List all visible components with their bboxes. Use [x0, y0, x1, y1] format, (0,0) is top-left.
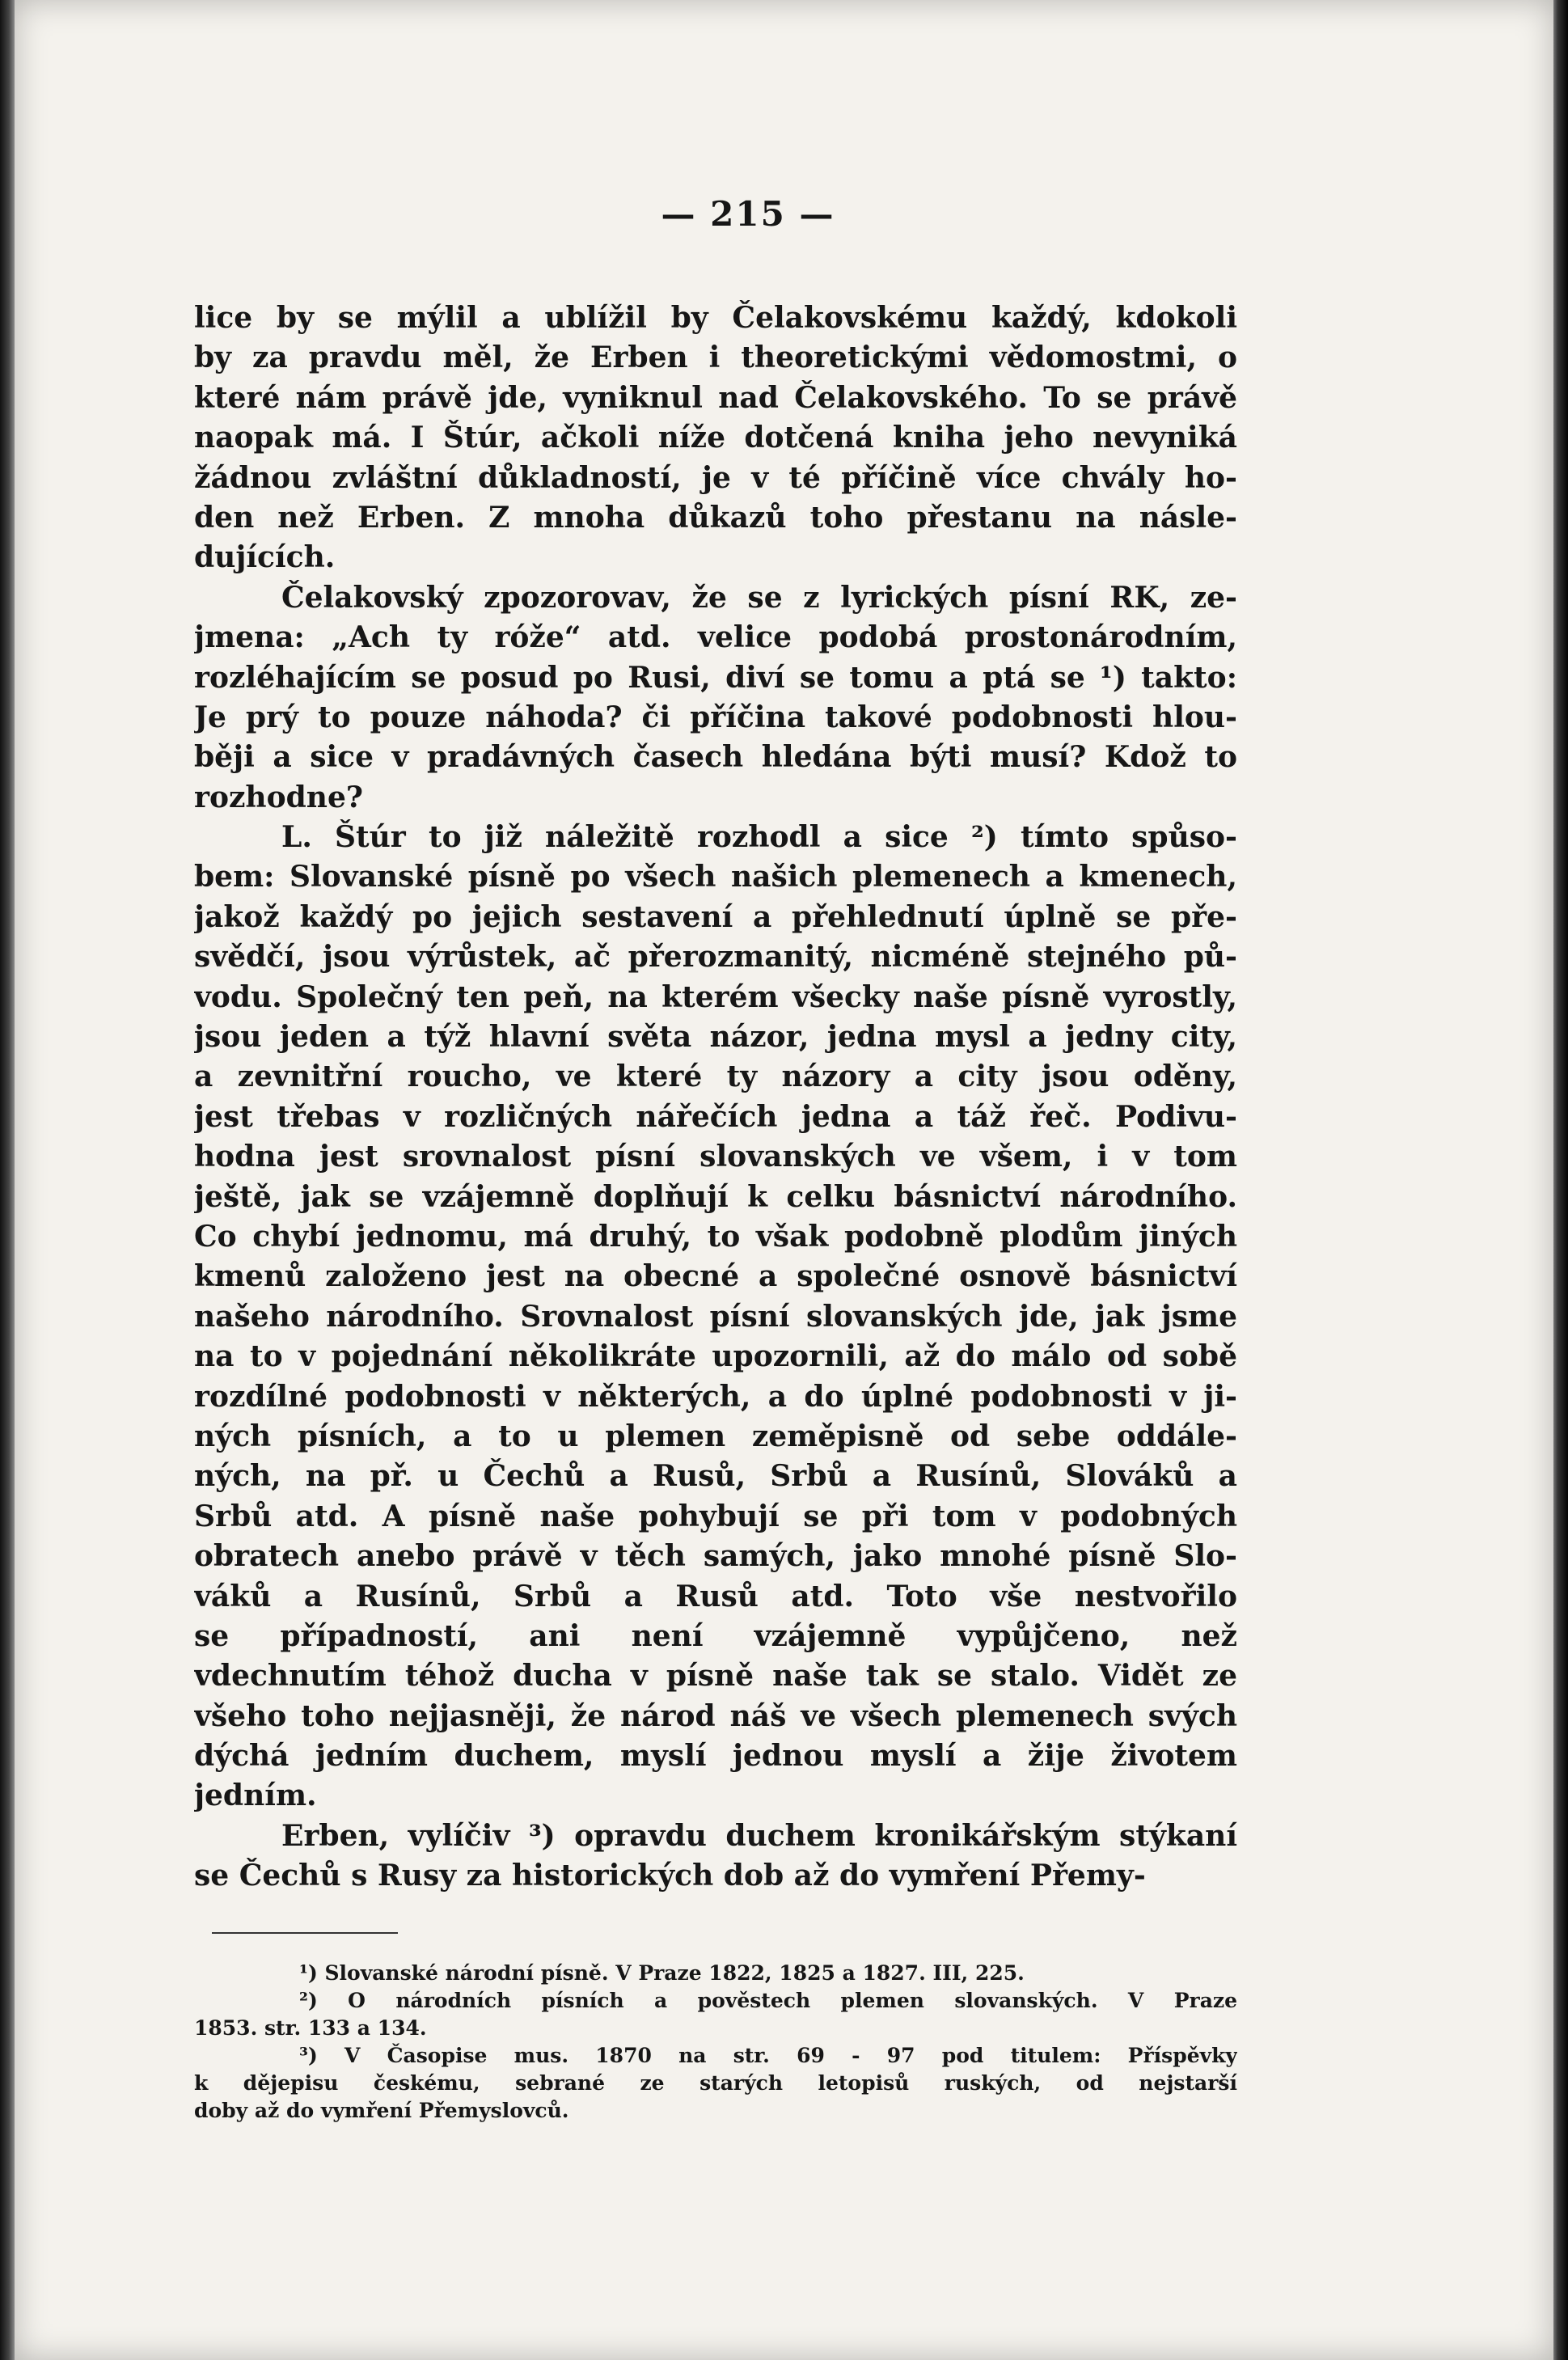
paragraph-line: lice by se mýlil a ublížil by Čelakovskému každý, kdokoli — [194, 301, 1237, 335]
paragraph-line: Co chybí jednomu, má druhý, to však podobně plodům jiných — [194, 1219, 1237, 1254]
paragraph-line: svědčí, jsou výrůstek, ač přerozmanitý, nicméně stejného pů- — [194, 940, 1237, 975]
paragraph-line: našeho národního. Srovnalost písní slovanských jde, jak jsme — [194, 1299, 1237, 1334]
scan-left-edge — [0, 0, 15, 2360]
paragraph-line: se případností, ani není vzájemně vypůjčeno, než — [194, 1618, 1237, 1653]
book-page — [15, 0, 1553, 2360]
paragraph-line: na to v pojednání několikráte upozornili, až do málo od sobě — [194, 1339, 1237, 1374]
page-content — [194, 194, 1237, 2125]
paragraph-line: den než Erben. Z mnoha důkazů toho přestanu na násle- — [194, 500, 1237, 535]
footnote-line: ³) V Časopise mus. 1870 na str. 69 - 97 pod titulem: Příspěvky — [299, 2043, 1237, 2067]
paragraph-line: všeho toho nejjasněji, že národ náš ve všech plemenech svých — [194, 1698, 1237, 1733]
paragraph-line: a zevnitřní roucho, ve které ty názory a city jsou oděny, — [194, 1059, 1237, 1094]
paragraph-line: jakož každý po jejich sestavení a přehlednutí úplně se pře- — [194, 899, 1237, 934]
footnote-line: k dějepisu českému, sebrané ze starých letopisů ruských, od nejstarší — [194, 2070, 1237, 2095]
footnote — [194, 1960, 1237, 1987]
paragraph — [194, 818, 1237, 1817]
footnote — [194, 1987, 1237, 2042]
paragraph-line: bem: Slovanské písně po všech našich plemenech a kmenech, — [194, 860, 1237, 895]
paragraph-line: rozdílné podobnosti v některých, a do úplné podobnosti v ji- — [194, 1379, 1237, 1414]
footnote — [194, 2042, 1237, 2125]
footnotes — [194, 1960, 1237, 2125]
paragraph-line: Erben, vylíčiv ³) opravdu duchem kronikářským stýkaní — [281, 1818, 1237, 1853]
paragraph-line: vodu. Společný ten peň, na kterém všecky naše písně vyrostly, — [194, 979, 1237, 1014]
paragraph-line: váků a Rusínů, Srbů a Rusů atd. Toto vše nestvořilo — [194, 1579, 1237, 1614]
paragraph-line: dujících. — [194, 540, 336, 575]
paragraph-line: by za pravdu měl, že Erben i theoretickými vědomostmi, o — [194, 340, 1237, 375]
paragraph-line: jsou jeden a týž hlavní světa názor, jedna mysl a jedny city, — [194, 1020, 1237, 1055]
paragraph-line: naopak má. I Štúr, ačkoli níže dotčená kniha jeho nevyniká — [194, 421, 1237, 455]
paragraph-line: Srbů atd. A písně naše pohybují se při tom v podobných — [194, 1499, 1237, 1533]
paragraph-line: ných písních, a to u plemen zeměpisně od sebe oddále- — [194, 1419, 1237, 1453]
paragraph-line: L. Štúr to již náležitě rozhodl a sice ²) tímto spůso- — [281, 820, 1237, 855]
paragraph-line: které nám právě jde, vyniknul nad Čelakovského. To se právě — [194, 380, 1237, 415]
paragraph-line: žádnou zvláštní důkladností, je v té příčině více chvály ho- — [194, 460, 1237, 495]
paragraph-line: hodna jest srovnalost písní slovanských ve všem, i v tom — [194, 1140, 1237, 1174]
body-text — [194, 298, 1237, 1897]
paragraph-line: Čelakovský zpozorovav, že se z lyrických písní RK, ze- — [281, 580, 1237, 615]
footnote-separator — [212, 1932, 398, 1934]
paragraph-line: jedním. — [194, 1778, 317, 1813]
paragraph-line: dýchá jedním duchem, myslí jednou myslí a žije životem — [194, 1739, 1237, 1774]
paragraph-line: Je prý to pouze náhoda? či příčina takové podobnosti hlou- — [194, 700, 1237, 734]
paragraph-line: rozléhajícím se posud po Rusi, diví se tomu a ptá se ¹) takto: — [194, 660, 1237, 695]
paragraph-line: rozhodne? — [194, 780, 363, 814]
footnote-line: ¹) Slovanské národní písně. V Praze 1822, 1825 a 1827. III, 225. — [299, 1960, 1025, 1985]
paragraph-line: běji a sice v pradávných časech hledána býti musí? Kdož to — [194, 740, 1237, 775]
paragraph-line: jmena: „Ach ty róže“ atd. velice podobá prostonárodním, — [194, 620, 1237, 655]
paragraph — [194, 1817, 1237, 1897]
paragraph — [194, 298, 1237, 578]
paragraph-line: se Čechů s Rusy za historických dob až do vymření Přemy- — [194, 1859, 1146, 1893]
footnote-line: ²) O národních písních a pověstech plemen slovanských. V Praze — [299, 1988, 1237, 2012]
paragraph-line: vdechnutím téhož ducha v písně naše tak se stalo. Vidět ze — [194, 1659, 1237, 1694]
paragraph-line: ných, na př. u Čechů a Rusů, Srbů a Rusínů, Slováků a — [194, 1459, 1237, 1494]
paragraph-line: obratech anebo právě v těch samých, jako mnohé písně Slo- — [194, 1539, 1237, 1574]
paragraph-line: kmenů založeno jest na obecné a společné osnově básnictví — [194, 1259, 1237, 1294]
footnote-line: 1853. str. 133 a 134. — [194, 2015, 427, 2040]
paragraph-line: ještě, jak se vzájemně doplňují k celku básnictví národního. — [194, 1179, 1237, 1214]
scan-right-edge — [1553, 0, 1568, 2360]
paragraph — [194, 578, 1237, 818]
paragraph-line: jest třebas v rozličných nářečích jedna a táž řeč. Podivu- — [194, 1099, 1237, 1134]
footnote-line: doby až do vymření Přemyslovců. — [194, 2098, 569, 2122]
page-number: — 215 — — [661, 194, 835, 234]
